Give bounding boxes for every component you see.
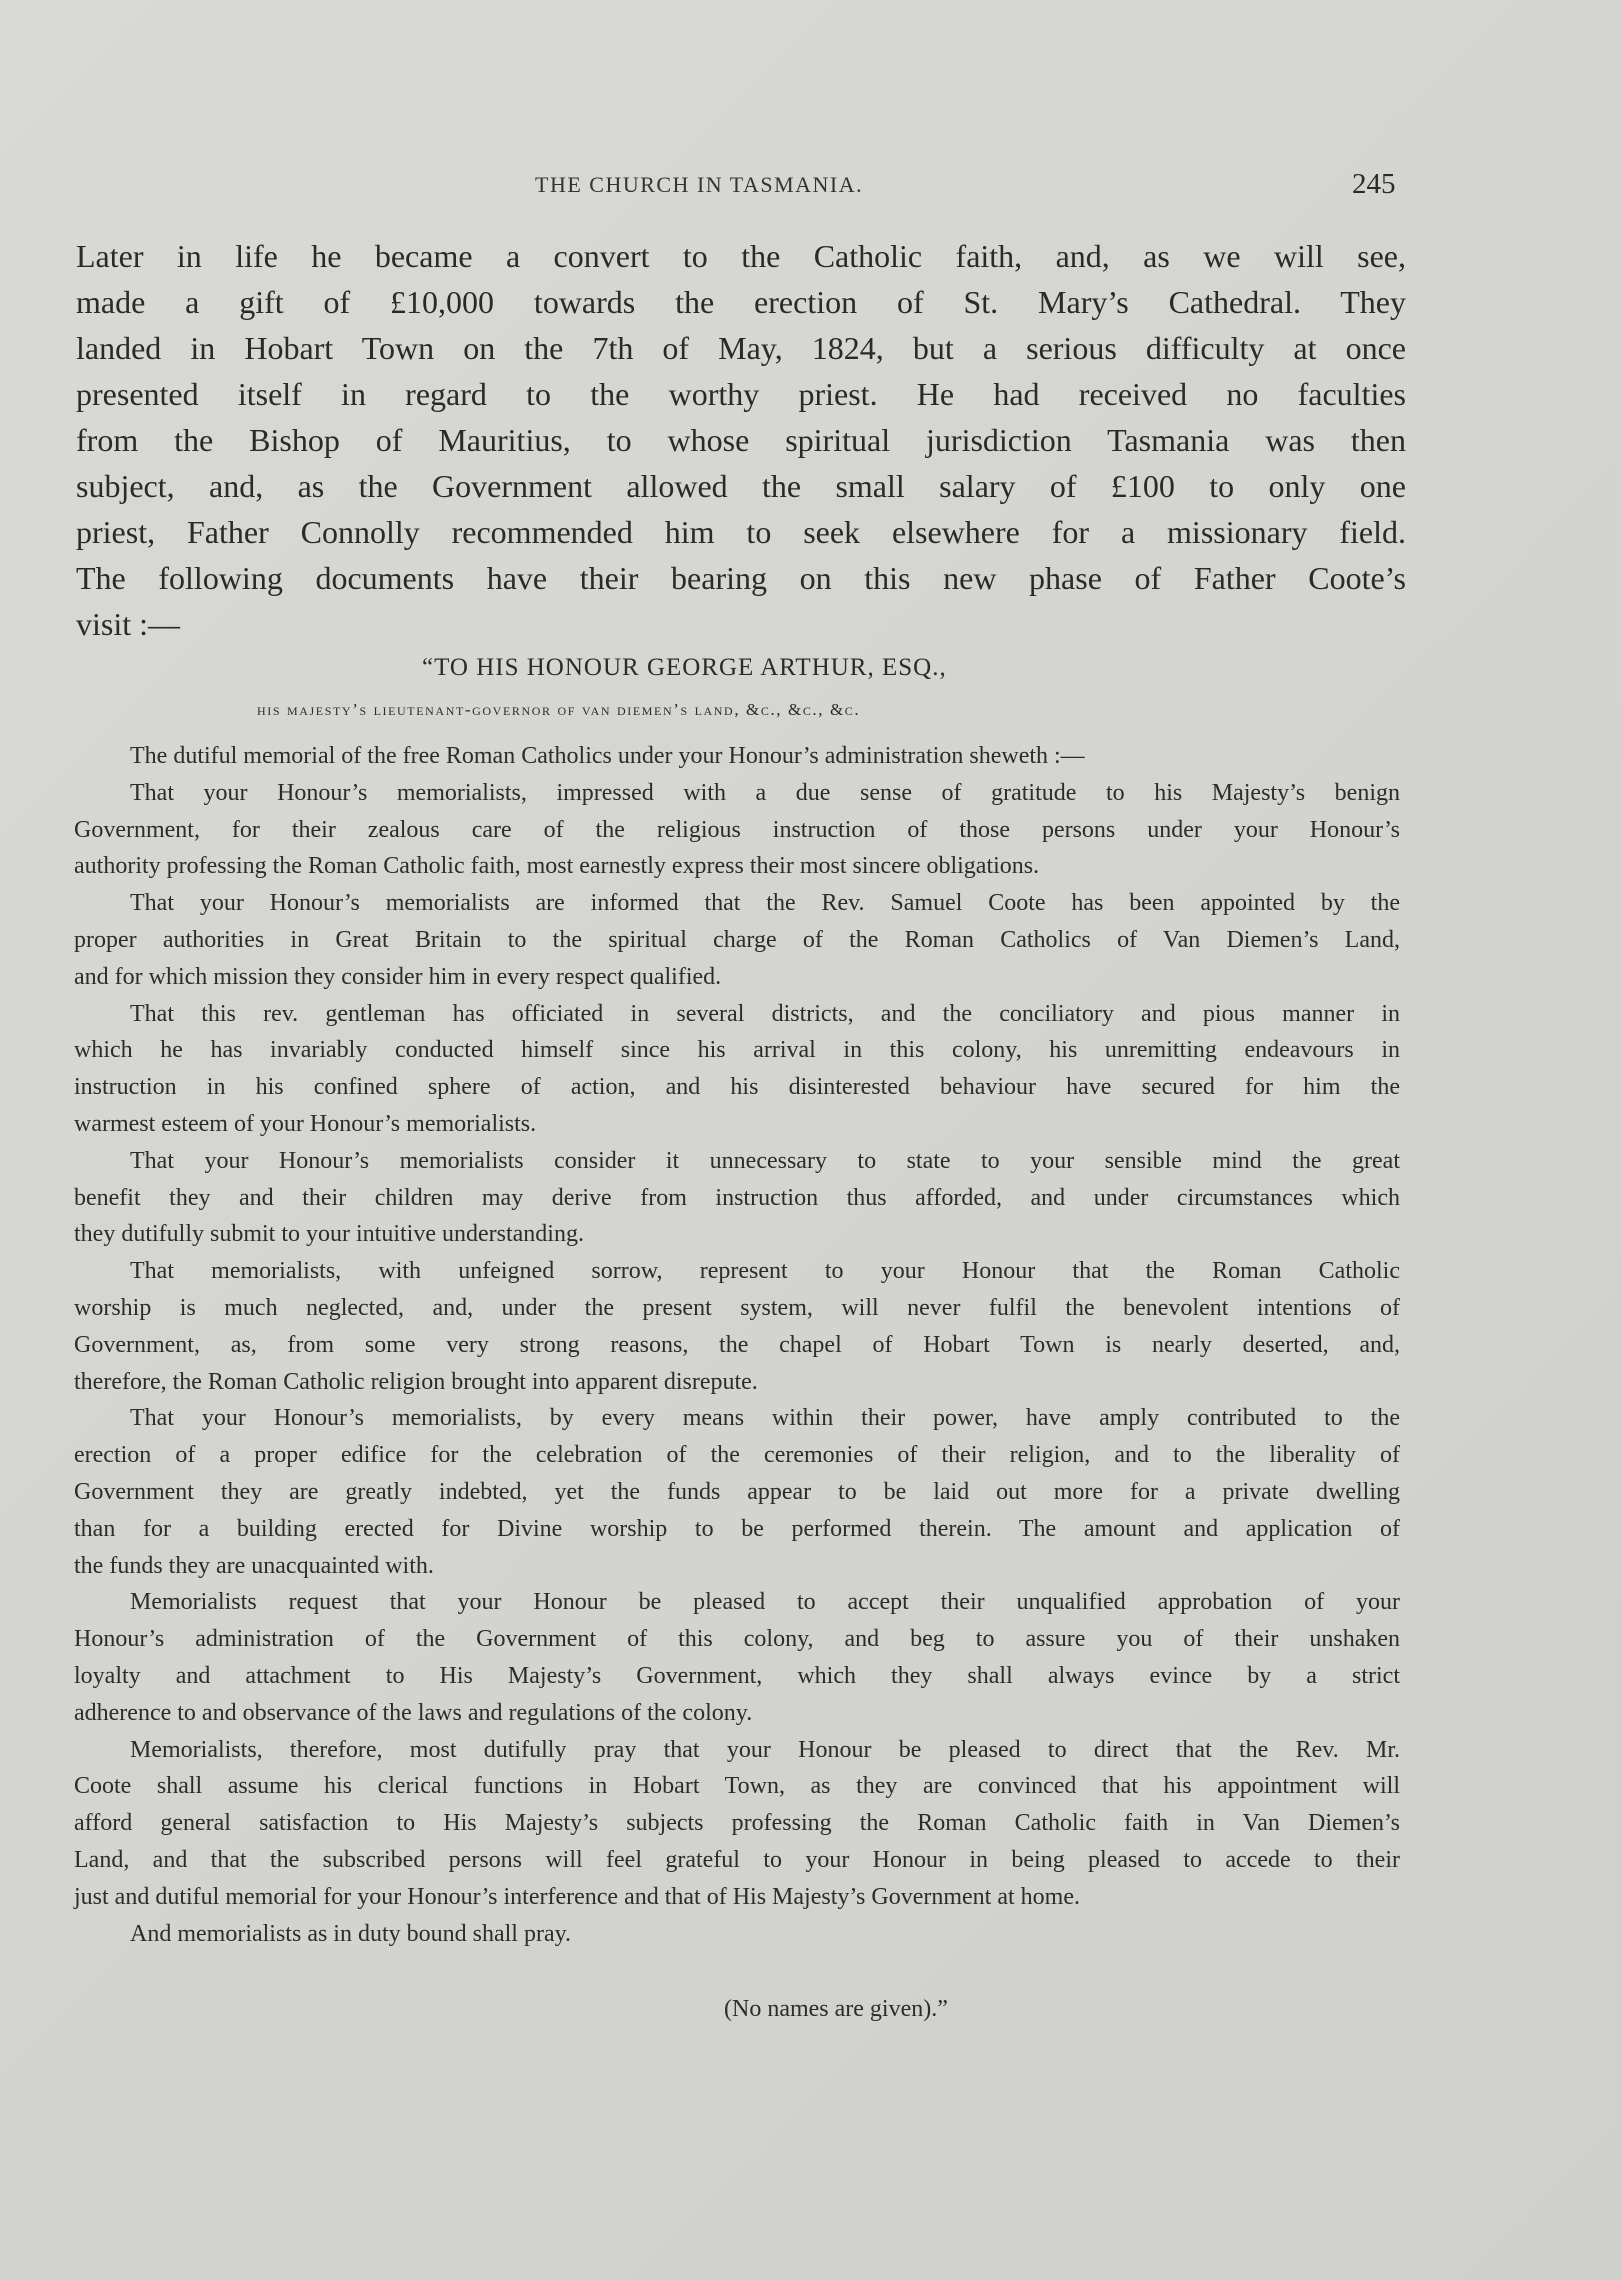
memorial-line: That your Honour’s memorialists, impressed with a due sense of gratitude to his Majesty’s benign xyxy=(130,779,1400,806)
memorial-line: Government, as, from some very strong reasons, the chapel of Hobart Town is nearly deserted, and, xyxy=(74,1331,1400,1358)
memorial-line: benefit they and their children may derive from instruction thus afforded, and under circumstances which xyxy=(74,1184,1400,1211)
memorial-paragraph xyxy=(74,1732,1400,1916)
memorial-line: loyalty and attachment to His Majesty’s Government, which they shall always evince by a strict xyxy=(74,1662,1400,1689)
intro-line: The following documents have their bearing on this new phase of Father Coote’s xyxy=(76,560,1406,596)
memorial-line: afford general satisfaction to His Majesty’s subjects professing the Roman Catholic faith in Van Diemen’s xyxy=(74,1810,1400,1837)
page-number: 245 xyxy=(1352,168,1396,200)
running-title: THE CHURCH IN TASMANIA. xyxy=(535,172,864,197)
memorial-line: instruction in his confined sphere of action, and his disinterested behaviour have secured for him the xyxy=(74,1074,1400,1101)
memorial-line: The dutiful memorial of the free Roman Catholics under your Honour’s administration sheweth :— xyxy=(130,743,1085,769)
memorial-paragraph xyxy=(74,1400,1400,1584)
intro-line: priest, Father Connolly recommended him to seek elsewhere for a missionary field. xyxy=(76,514,1406,550)
intro-line: presented itself in regard to the worthy priest. He had received no faculties xyxy=(76,376,1406,412)
memorial-line: authority professing the Roman Catholic faith, most earnestly express their most sincere obligations. xyxy=(74,853,1040,880)
intro-line: from the Bishop of Mauritius, to whose spiritual jurisdiction Tasmania was then xyxy=(76,422,1406,458)
memorial-line: That this rev. gentleman has officiated in several districts, and the conciliatory and pious manner in xyxy=(130,1000,1400,1027)
memorial-line: Memorialists, therefore, most dutifully pray that your Honour be pleased to direct that the Rev. Mr. xyxy=(130,1736,1400,1763)
memorial-line: erection of a proper edifice for the celebration of the ceremonies of their religion, and to the liberality of xyxy=(74,1442,1400,1469)
memorial-line: just and dutiful memorial for your Honour’s interference and that of His Majesty’s Government at home. xyxy=(74,1883,1080,1910)
memorial-line: the funds they are unacquainted with. xyxy=(74,1552,434,1579)
memorial-line: worship is much neglected, and, under the present system, will never fulfil the benevolent intentions of xyxy=(74,1294,1400,1321)
intro-line: landed in Hobart Town on the 7th of May, 1824, but a serious difficulty at once xyxy=(76,330,1406,366)
memorial-line: Government they are greatly indebted, yet the funds appear to be laid out more for a private dwelling xyxy=(74,1478,1400,1505)
memorial-addressee-title: his majesty’s lieutenant-governor of van diemen’s land, &c., &c., &c. xyxy=(257,700,861,719)
memorial-line: adherence to and observance of the laws and regulations of the colony. xyxy=(74,1699,753,1726)
memorial-line: And memorialists as in duty bound shall pray. xyxy=(130,1920,572,1947)
memorial-body xyxy=(74,738,1400,1952)
memorial-paragraph xyxy=(74,1143,1400,1253)
memorial-line: That your Honour’s memorialists consider it unnecessary to state to your sensible mind the great xyxy=(130,1147,1400,1174)
memorial-line: than for a building erected for Divine worship to be performed therein. The amount and application of xyxy=(74,1515,1400,1542)
memorial-line: Honour’s administration of the Government of this colony, and beg to assure you of their unshaken xyxy=(74,1626,1400,1653)
memorial-paragraph xyxy=(74,738,1400,775)
memorial-paragraph xyxy=(74,996,1400,1143)
memorial-line: That memorialists, with unfeigned sorrow, represent to your Honour that the Roman Catholic xyxy=(130,1258,1400,1285)
intro-paragraph xyxy=(76,233,1406,647)
memorial-line: Memorialists request that your Honour be pleased to accept their unqualified approbation of your xyxy=(130,1589,1400,1616)
memorial-line: they dutifully submit to your intuitive understanding. xyxy=(74,1221,584,1248)
memorial-line: Government, for their zealous care of the religious instruction of those persons under your Honour’s xyxy=(74,816,1400,843)
memorial-line: warmest esteem of your Honour’s memorialists. xyxy=(74,1110,537,1137)
memorial-line: That your Honour’s memorialists are informed that the Rev. Samuel Coote has been appointed by the xyxy=(130,890,1400,917)
memorial-line: therefore, the Roman Catholic religion brought into apparent disrepute. xyxy=(74,1368,758,1395)
memorial-line: which he has invariably conducted himself since his arrival in this colony, his unremitting endeavours in xyxy=(74,1037,1400,1064)
intro-line: visit :— xyxy=(76,606,181,642)
memorial-line: and for which mission they consider him in every respect qualified. xyxy=(74,963,722,990)
memorial-paragraph xyxy=(74,1584,1400,1731)
memorial-paragraph xyxy=(74,1253,1400,1400)
memorial-paragraph xyxy=(74,1916,1400,1953)
intro-line: Later in life he became a convert to the Catholic faith, and, as we will see, xyxy=(76,238,1406,274)
memorial-paragraph xyxy=(74,775,1400,885)
memorial-line: Land, and that the subscribed persons will feel grateful to your Honour in being pleased to accede to their xyxy=(74,1846,1400,1873)
memorial-closing: (No names are given).” xyxy=(724,1996,948,2022)
running-head xyxy=(0,168,1622,208)
memorial-line: proper authorities in Great Britain to the spiritual charge of the Roman Catholics of Van Diemen’s Land, xyxy=(74,926,1400,953)
memorial-line: Coote shall assume his clerical functions in Hobart Town, as they are convinced that his appointment will xyxy=(74,1773,1400,1800)
memorial-line: That your Honour’s memorialists, by every means within their power, have amply contributed to the xyxy=(130,1405,1400,1432)
intro-line: made a gift of £10,000 towards the erection of St. Mary’s Cathedral. They xyxy=(76,284,1406,320)
intro-line: subject, and, as the Government allowed the small salary of £100 to only one xyxy=(76,468,1406,504)
memorial-addressee: “TO HIS HONOUR GEORGE ARTHUR, ESQ., xyxy=(422,654,947,681)
memorial-paragraph xyxy=(74,885,1400,995)
